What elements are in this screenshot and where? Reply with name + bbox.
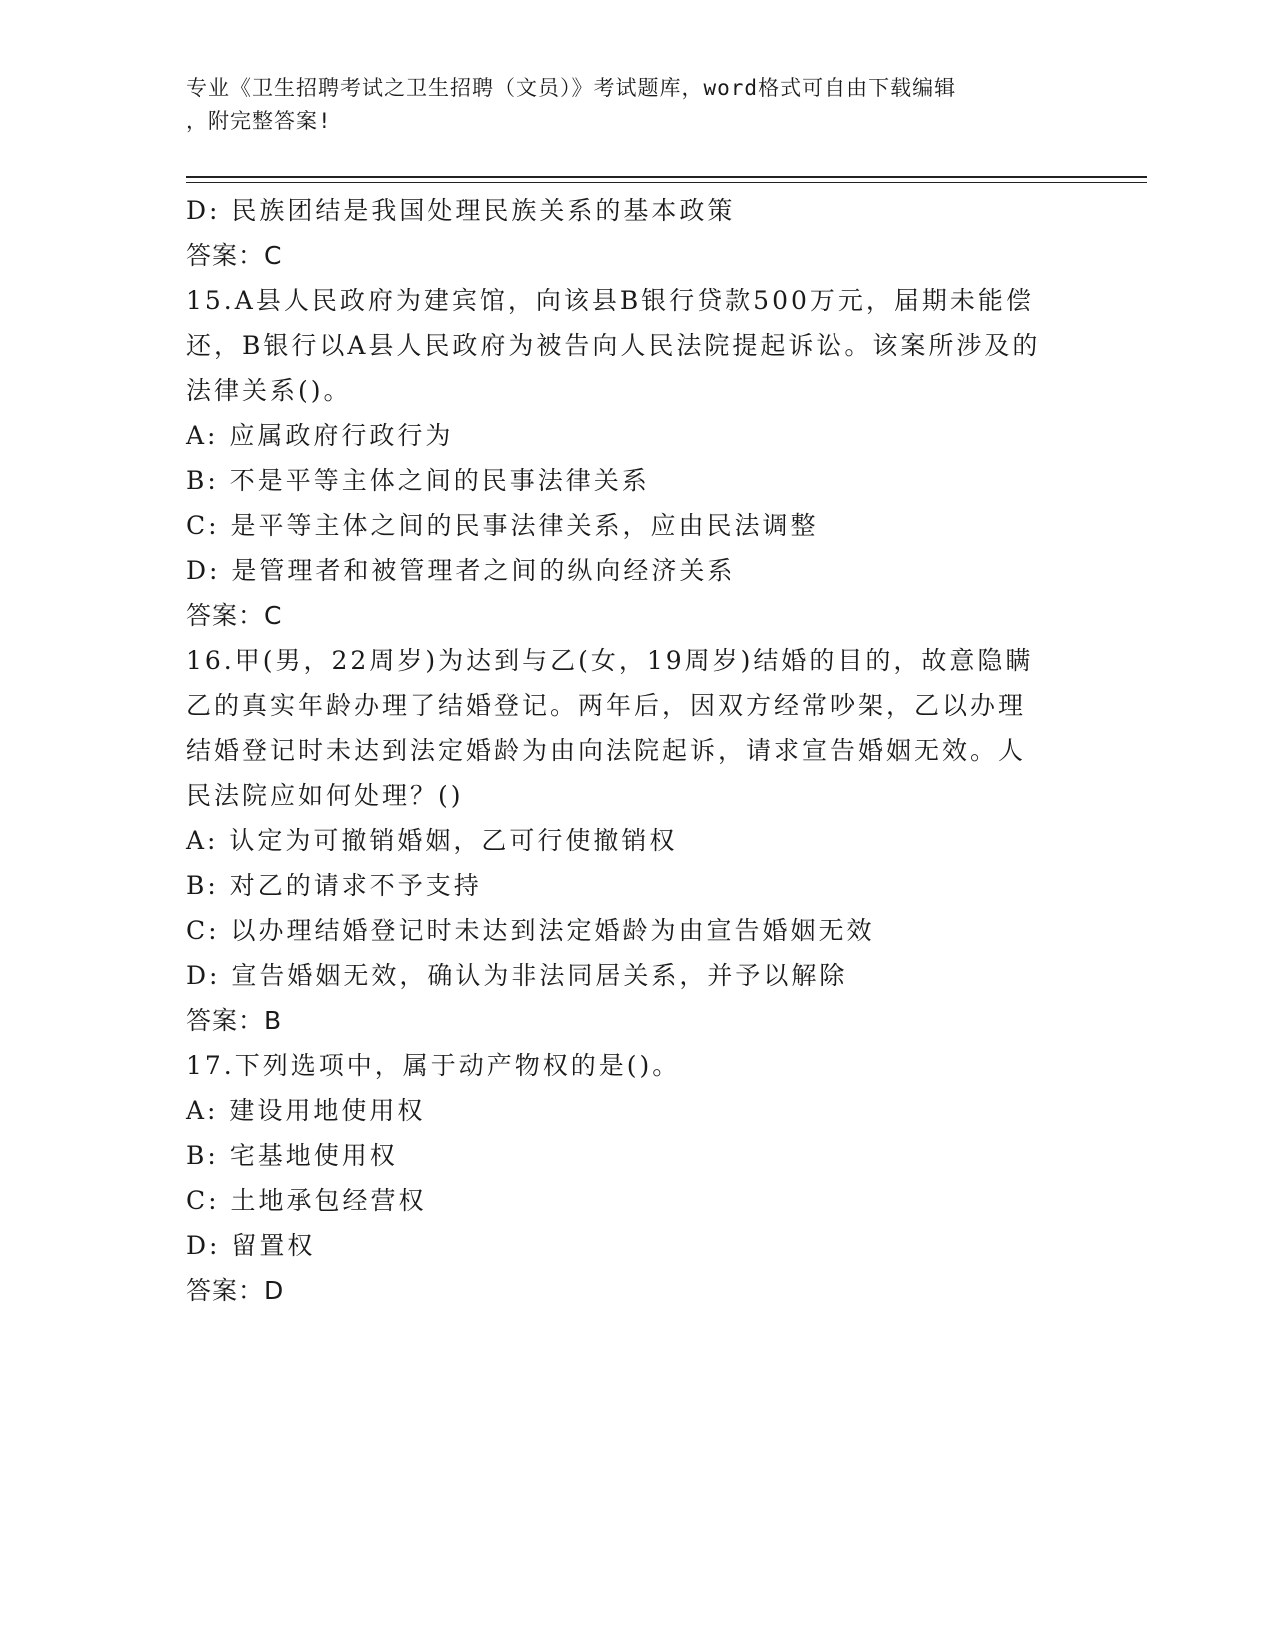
document-header	[186, 72, 1066, 138]
option-d: D: 是管理者和被管理者之间的纵向经济关系	[186, 556, 736, 585]
answer-line: 答案：B	[186, 1006, 283, 1035]
question-stem-line: 还，B银行以A县人民政府为被告向人民法院提起诉讼。该案所涉及的	[186, 331, 1041, 360]
question-list	[186, 188, 1086, 1313]
option-d: D: 宣告婚姻无效，确认为非法同居关系，并予以解除	[186, 961, 848, 990]
question-stem-line: 民法院应如何处理？()	[186, 781, 464, 810]
option-b: B: 宅基地使用权	[186, 1141, 398, 1170]
question-stem-line: 16.甲(男，22周岁)为达到与乙(女，19周岁)结婚的目的，故意隐瞒	[186, 646, 1034, 675]
option-c: C: 是平等主体之间的民事法律关系，应由民法调整	[186, 511, 819, 540]
header-title-line-2: ，附完整答案!	[186, 109, 332, 133]
question-stem-line: 15.A县人民政府为建宾馆，向该县B银行贷款500万元，届期未能偿	[186, 286, 1034, 315]
question-block-16	[186, 638, 1086, 1043]
answer-line: 答案：C	[186, 241, 283, 270]
option-b: B: 对乙的请求不予支持	[186, 871, 482, 900]
question-stem-line: 乙的真实年龄办理了结婚登记。两年后，因双方经常吵架，乙以办理	[186, 691, 1027, 720]
option-c: C: 以办理结婚登记时未达到法定婚龄为由宣告婚姻无效	[186, 916, 875, 945]
question-stem-line: 法律关系()。	[186, 376, 352, 405]
option-b: B: 不是平等主体之间的民事法律关系	[186, 466, 650, 495]
question-block-14	[186, 188, 1086, 278]
option-a: A: 认定为可撤销婚姻，乙可行使撤销权	[186, 826, 678, 855]
option-d: D: 民族团结是我国处理民族关系的基本政策	[186, 196, 736, 225]
question-block-17	[186, 1043, 1086, 1313]
option-a: A: 应属政府行政行为	[186, 421, 454, 450]
header-divider-thin	[186, 182, 1147, 183]
option-d: D: 留置权	[186, 1231, 316, 1260]
question-block-15	[186, 278, 1086, 638]
option-a: A: 建设用地使用权	[186, 1096, 426, 1125]
header-title-line-1: 专业《卫生招聘考试之卫生招聘（文员）》考试题库，word格式可自由下载编辑	[186, 76, 957, 100]
answer-line: 答案：D	[186, 1276, 285, 1305]
header-divider-thick	[186, 176, 1147, 178]
option-c: C: 土地承包经营权	[186, 1186, 427, 1215]
question-stem-line: 17.下列选项中，属于动产物权的是()。	[186, 1051, 681, 1080]
question-stem-line: 结婚登记时未达到法定婚龄为由向法院起诉，请求宣告婚姻无效。人	[186, 736, 1027, 765]
answer-line: 答案：C	[186, 601, 283, 630]
